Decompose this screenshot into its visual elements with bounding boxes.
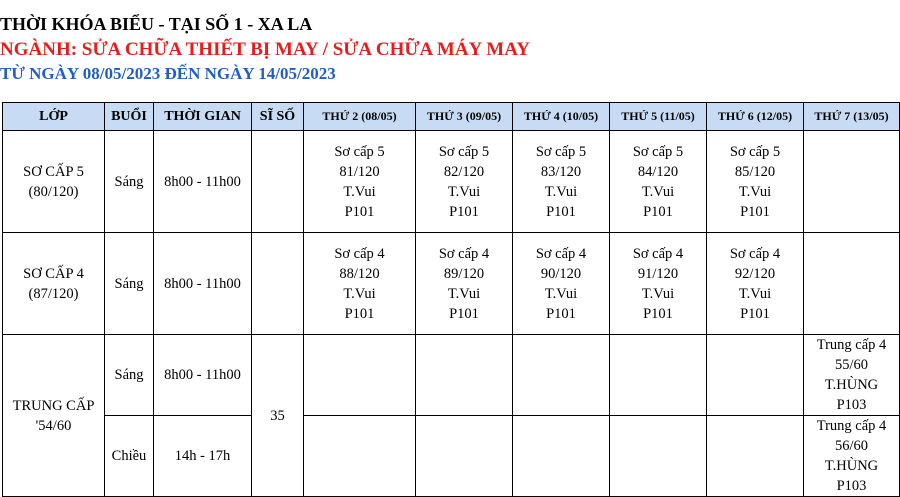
schedule-cell-empty <box>804 131 900 233</box>
cell-line: 81/120 <box>339 163 380 180</box>
cell-line: P101 <box>344 203 375 220</box>
time-cell: 14h - 17h <box>154 416 252 497</box>
schedule-cell-empty <box>304 335 416 416</box>
col-header-thu-5: THỨ 5 (11/05) <box>610 103 707 131</box>
time-cell: 8h00 - 11h00 <box>154 335 252 416</box>
cell-line: (80/120) <box>28 183 79 200</box>
cell-line: 84/120 <box>637 163 679 180</box>
cell-line: (87/120) <box>28 285 79 302</box>
schedule-cell-empty <box>707 335 804 416</box>
cell-line: 56/60 <box>834 438 869 454</box>
cell-line: Sơ cấp 4 <box>729 245 781 262</box>
cell-line: T.HÙNG <box>824 377 879 393</box>
schedule-cell-empty <box>610 416 707 497</box>
cell-line: 88/120 <box>339 265 380 282</box>
si-so-cell <box>252 131 304 233</box>
schedule-cell <box>610 131 707 233</box>
class-cell <box>3 131 105 233</box>
cell-line: Sơ cấp 4 <box>334 245 385 262</box>
class-cell <box>3 335 105 497</box>
time-cell: 8h00 - 11h00 <box>154 131 252 233</box>
schedule-cell-empty <box>804 233 900 335</box>
schedule-cell <box>804 416 900 497</box>
class-cell <box>3 233 105 335</box>
cell-line: 92/120 <box>734 265 776 282</box>
schedule-cell <box>610 233 707 335</box>
col-header-lop: LỚP <box>3 103 105 131</box>
table-row <box>3 416 900 497</box>
table-row <box>3 131 900 233</box>
cell-line: 82/120 <box>443 163 485 180</box>
cell-line: 55/60 <box>834 357 869 373</box>
cell-line: T.Vui <box>447 285 481 302</box>
schedule-cell-empty <box>513 335 610 416</box>
session-cell: Sáng <box>105 335 154 416</box>
schedule-cell <box>416 131 513 233</box>
cell-line: Sơ cấp 4 <box>632 245 684 262</box>
schedule-cell-empty <box>304 416 416 497</box>
schedule-title: THỜI KHÓA BIỂU - TẠI SỐ 1 - XA LA <box>0 14 313 34</box>
cell-line: Sơ cấp 4 <box>438 245 490 262</box>
cell-line: P101 <box>643 203 673 220</box>
cell-line: T.HÙNG <box>824 458 879 474</box>
cell-line: SƠ CẤP 5 <box>23 163 84 180</box>
cell-line: 91/120 <box>637 265 679 282</box>
session-cell: Sáng <box>105 233 154 335</box>
session-cell: Sáng <box>105 131 154 233</box>
cell-line: Trung cấp 4 <box>816 418 887 434</box>
cell-line: T.Vui <box>641 285 675 302</box>
schedule-cell-empty <box>707 416 804 497</box>
cell-line: T.Vui <box>544 285 578 302</box>
cell-line: P103 <box>836 478 867 494</box>
cell-line: 89/120 <box>443 265 485 282</box>
schedule-cell-empty <box>416 416 513 497</box>
table-row <box>3 233 900 335</box>
cell-line: P101 <box>546 305 576 322</box>
schedule-cell <box>304 131 416 233</box>
cell-line: P101 <box>740 305 770 322</box>
si-so-cell: 35 <box>252 335 304 497</box>
schedule-cell <box>804 335 900 416</box>
schedule-cell <box>513 233 610 335</box>
cell-line: P101 <box>449 305 479 322</box>
cell-line: T.Vui <box>343 183 376 200</box>
cell-line: SƠ CẤP 4 <box>23 265 84 282</box>
cell-line: T.Vui <box>738 183 772 200</box>
cell-line: T.Vui <box>738 285 772 302</box>
session-cell: Chiều <box>105 416 154 497</box>
cell-line: '54/60 <box>35 417 72 434</box>
schedule-cell-empty <box>610 335 707 416</box>
schedule-cell <box>416 233 513 335</box>
schedule-cell <box>513 131 610 233</box>
schedule-cell-empty <box>513 416 610 497</box>
cell-line: P101 <box>740 203 770 220</box>
time-cell: 8h00 - 11h00 <box>154 233 252 335</box>
cell-line: P101 <box>546 203 576 220</box>
schedule-date-range: TỪ NGÀY 08/05/2023 ĐẾN NGÀY 14/05/2023 <box>0 64 336 83</box>
cell-line: P103 <box>836 397 867 413</box>
table-row <box>3 335 900 416</box>
cell-line: Sơ cấp 4 <box>535 245 587 262</box>
cell-line: P101 <box>449 203 479 220</box>
col-header-thu-6: THỨ 6 (12/05) <box>707 103 804 131</box>
si-so-cell <box>252 233 304 335</box>
cell-line: T.Vui <box>447 183 481 200</box>
cell-line: P101 <box>344 305 375 322</box>
schedule-cell <box>707 233 804 335</box>
timetable <box>2 102 900 497</box>
cell-line: Trung cấp 4 <box>816 337 887 353</box>
cell-line: TRUNG CẤP <box>12 397 95 414</box>
cell-line: T.Vui <box>343 285 376 302</box>
col-header-thoi-gian: THỜI GIAN <box>154 103 252 131</box>
col-header-si-so: SĨ SỐ <box>252 103 304 131</box>
col-header-thu-3: THỨ 3 (09/05) <box>416 103 513 131</box>
schedule-cell-empty <box>416 335 513 416</box>
col-header-buoi: BUỔI <box>105 103 154 131</box>
schedule-subtitle: NGÀNH: SỬA CHỮA THIẾT BỊ MAY / SỬA CHỮA MÁY MAY <box>0 39 530 60</box>
cell-line: P101 <box>643 305 673 322</box>
cell-line: Sơ cấp 5 <box>535 143 587 160</box>
cell-line: Sơ cấp 5 <box>632 143 684 160</box>
cell-line: 85/120 <box>734 163 776 180</box>
schedule-cell <box>304 233 416 335</box>
cell-line: 90/120 <box>540 265 582 282</box>
schedule-cell <box>707 131 804 233</box>
cell-line: T.Vui <box>641 183 675 200</box>
cell-line: Sơ cấp 5 <box>438 143 490 160</box>
cell-line: Sơ cấp 5 <box>729 143 781 160</box>
col-header-thu-2: THỨ 2 (08/05) <box>304 103 416 131</box>
col-header-thu-4: THỨ 4 (10/05) <box>513 103 610 131</box>
cell-line: Sơ cấp 5 <box>334 143 385 160</box>
cell-line: T.Vui <box>544 183 578 200</box>
col-header-thu-7: THỨ 7 (13/05) <box>804 103 900 131</box>
header-row <box>3 103 900 131</box>
cell-line: 83/120 <box>540 163 582 180</box>
